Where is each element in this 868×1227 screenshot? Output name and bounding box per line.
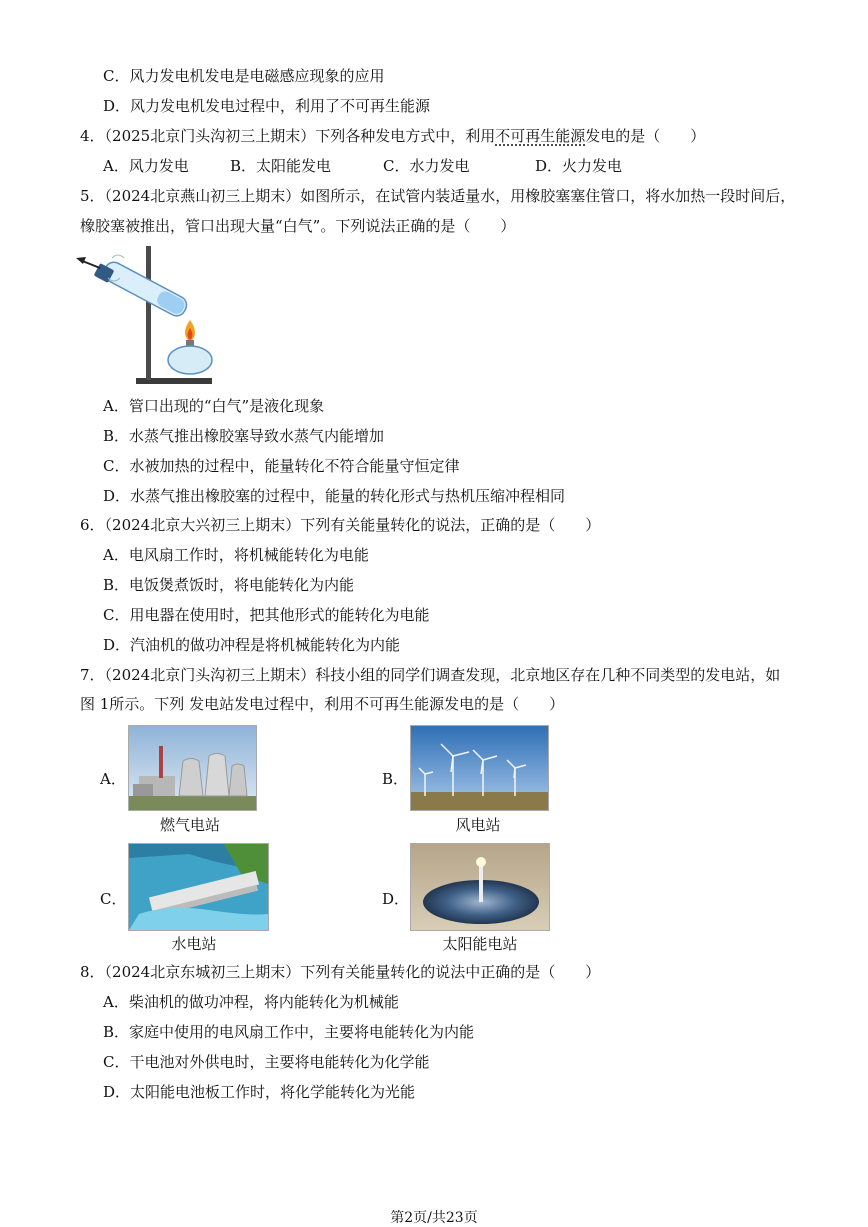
q4-stem-emphasis: 不可再生能源 (495, 127, 586, 145)
q6-stem: 6．（2024北京大兴初三上期末）下列有关能量转化的说法，正确的是（ ） (80, 516, 601, 534)
q6-option-a: A．电风扇工作时，将机械能转化为电能 (103, 546, 369, 564)
q4-option-b: B．太阳能发电 (230, 157, 332, 175)
q7-stem-line1: 7．（2024北京门头沟初三上期末）科技小组的同学们调查发现，北京地区存在几种不同类型的发电站，如 (80, 666, 781, 684)
q5-option-a: A．管口出现的“白气”是液化现象 (103, 397, 325, 415)
steam-mark (112, 255, 124, 258)
q7-caption-b: 风电站 (455, 816, 501, 834)
q5-option-b: B．水蒸气推出橡胶塞导致水蒸气内能增加 (103, 427, 385, 445)
q5-option-d: D．水蒸气推出橡胶塞的过程中，能量的转化形式与热机压缩冲程相同 (103, 487, 566, 505)
q4-stem (80, 126, 705, 146)
q8-option-b: B．家庭中使用的电风扇工作中，主要将电能转化为内能 (103, 1023, 475, 1041)
motion-arrow-head (76, 257, 86, 264)
q7-label-a: A． (100, 770, 126, 788)
q4-option-d: D．火力发电 (535, 157, 623, 175)
q6-option-b: B．电饭煲煮饭时，将电能转化为内能 (103, 576, 355, 594)
q7-label-b: B． (382, 770, 409, 788)
wind-farm-photo (410, 725, 549, 811)
alcohol-lamp (168, 346, 212, 374)
q8-option-c: C．干电池对外供电时，主要将电能转化为化学能 (103, 1053, 430, 1071)
q5-stem-line1: 5．（2024北京燕山初三上期末）如图所示，在试管内装适量水，用橡胶塞塞住管口，将水加热一段时间后， (80, 187, 796, 205)
q7-caption-a: 燃气电站 (159, 816, 220, 834)
q7-caption-d: 太阳能电站 (442, 935, 518, 953)
q7-label-d: D． (382, 890, 410, 908)
q4-stem-post: 发电的是（ ） (585, 127, 706, 145)
q8-stem: 8．（2024北京东城初三上期末）下列有关能量转化的说法中正确的是（ ） (80, 963, 601, 981)
q4-option-c: C．水力发电 (383, 157, 470, 175)
q5-option-c: C．水被加热的过程中，能量转化不符合能量守恒定律 (103, 457, 460, 475)
q6-option-d: D．汽油机的做功冲程是将机械能转化为内能 (103, 636, 401, 654)
solar-power-station-photo (410, 843, 550, 931)
q7-caption-c: 水电站 (171, 935, 217, 953)
test-tube-apparatus-figure (72, 242, 222, 388)
q6-option-c: C．用电器在使用时，把其他形式的能转化为电能 (103, 606, 430, 624)
q7-label-c: C． (100, 890, 127, 908)
q7-stem-line2: 图 1所示。下列 发电站发电过程中，利用不可再生能源发电的是（ ） (80, 695, 565, 713)
gas-power-station-photo (128, 725, 257, 811)
q8-option-a: A．柴油机的做功冲程，将内能转化为机械能 (103, 993, 399, 1011)
page-number: 第2页/共23页 (390, 1210, 478, 1226)
hydro-power-station-photo (128, 843, 269, 931)
q8-option-d: D．太阳能电池板工作时，将化学能转化为光能 (103, 1083, 416, 1101)
stand-rod (146, 246, 151, 380)
q3-option-d: D．风力发电机发电过程中，利用了不可再生能源 (103, 97, 431, 115)
q4-option-a: A．风力发电 (103, 157, 189, 175)
test-tube (101, 259, 190, 319)
q5-stem-line2: 橡胶塞被推出，管口出现大量“白气”。下列说法正确的是（ ） (80, 217, 516, 235)
q3-option-c: C．风力发电机发电是电磁感应现象的应用 (103, 67, 385, 85)
q4-stem-pre: 4．（2025北京门头沟初三上期末）下列各种发电方式中，利用 (80, 127, 496, 145)
